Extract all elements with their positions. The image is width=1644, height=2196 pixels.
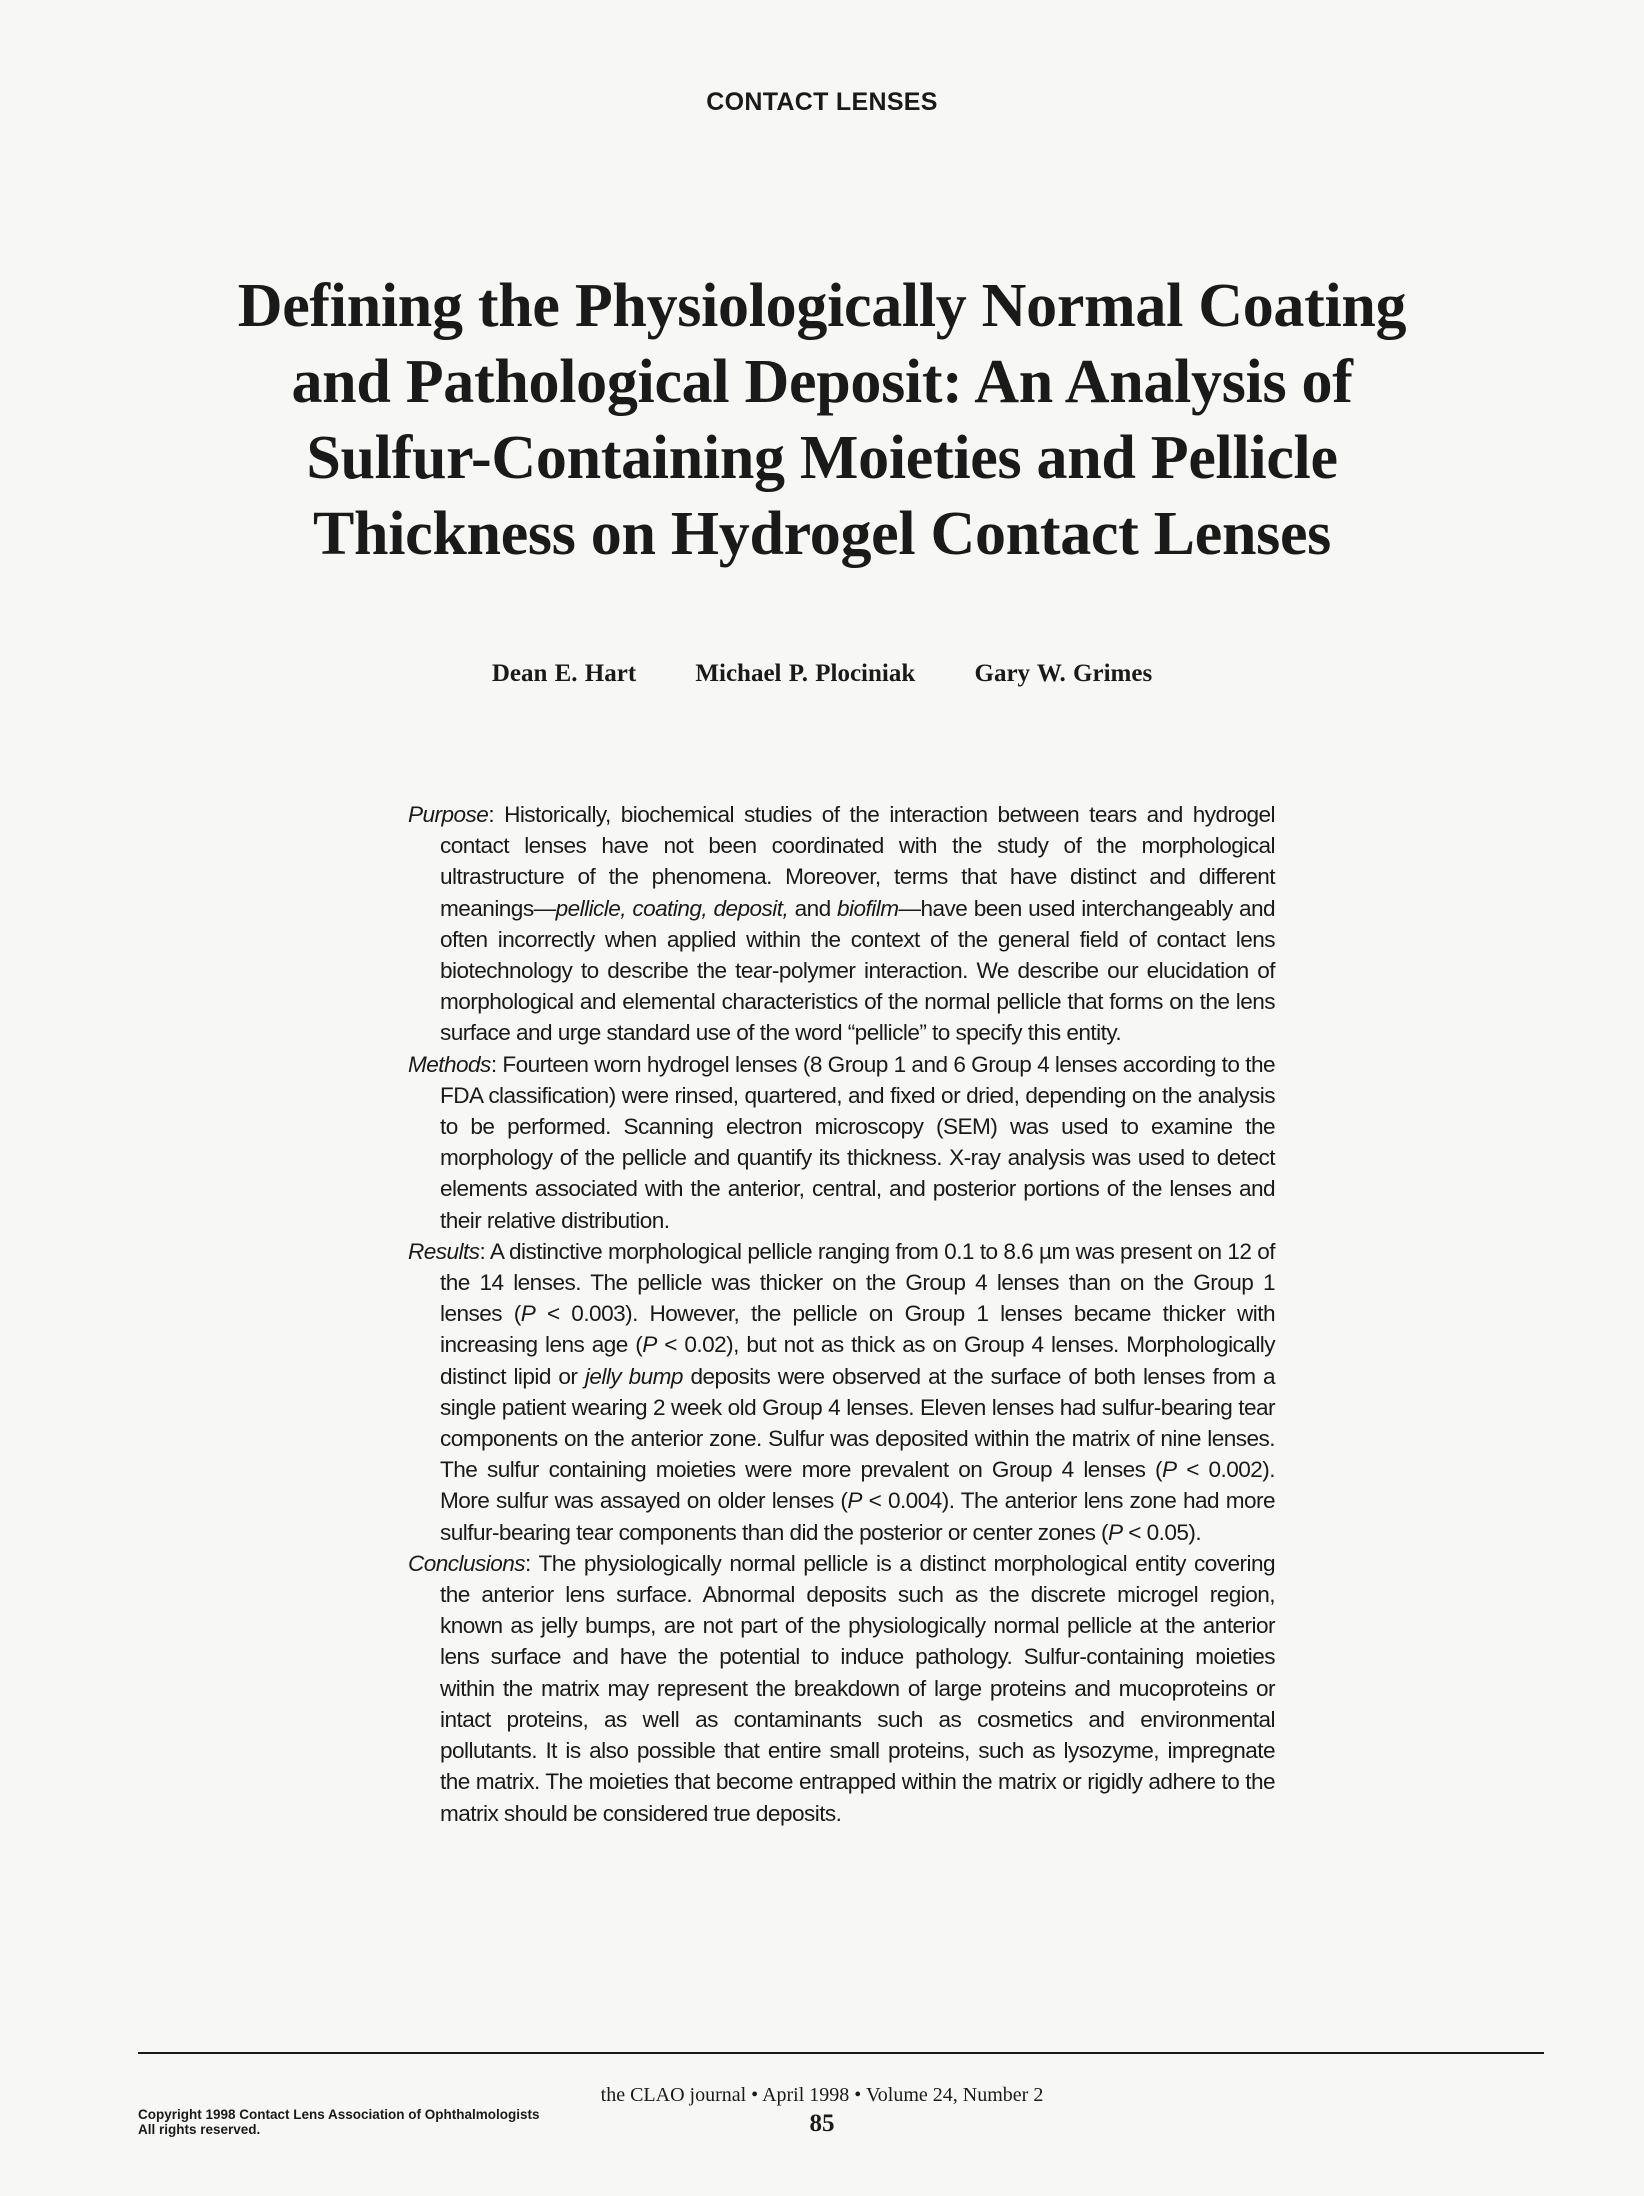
purpose-text: : Historically, biochemical studies of the interaction between tears and hydrogel contact lenses have not been coordinated with the study of the morphological ultrastructure of the phenomena. Moreover, terms that have distinct and different meanings— — [440, 802, 1275, 921]
purpose-term: biofilm — [837, 895, 899, 921]
results-term: jelly bump — [584, 1363, 683, 1389]
author-name: Michael P. Plociniak — [695, 660, 916, 687]
purpose-label: Purpose — [408, 802, 489, 827]
rights-line: All rights reserved. — [138, 2122, 261, 2137]
methods-text: : Fourteen worn hydrogel lenses (8 Group 1 and 6 Group 4 lenses according to the FDA classification) were rinsed, quartered, and fixed or dried, depending on the analysis to be performed. Scanning electron microscopy (SEM) was used to examine the morphology of the pellicle and quantify its thickness. X-ray analysis was used to detect elements associated with the anterior, central, and posterior portions of the lenses and their relative distribution. — [440, 1051, 1275, 1233]
article-title — [100, 268, 1544, 572]
p-value-symbol: P — [520, 1301, 536, 1327]
conclusions-text: : The physiologically normal pellicle is a distinct morphological entity covering the anterior lens surface. Abnormal deposits such as the discrete microgel region, known as jelly bumps, are not part of the physiologically normal pellicle at the anterior lens surface and have the potential to induce pathology. Sulfur-containing moieties within the matrix may represent the breakdown of large proteins and mucoproteins or intact proteins, as well as contaminants such as cosmetics and environmental pollutants. It is also possible that entire small proteins, such as lysozyme, impregnate the matrix. The moieties that become entrapped within the matrix or rigidly adhere to the matrix should be considered true deposits. — [440, 1550, 1275, 1826]
results-label: Results — [408, 1238, 480, 1264]
title-line: Defining the Physiologically Normal Coating — [237, 272, 1407, 340]
purpose-text: and — [788, 895, 838, 921]
methods-label: Methods — [408, 1051, 491, 1077]
p-value-symbol: P — [1161, 1457, 1177, 1483]
title-line: Sulfur-Containing Moieties and Pellicle — [306, 424, 1338, 492]
results-text: < 0.003). However, the pellicle on Group 1 lenses became thicker with increasing lens age ( — [440, 1301, 1275, 1358]
abstract — [408, 799, 1275, 1829]
author-list — [0, 660, 1644, 688]
footer-divider — [138, 2052, 1544, 2054]
results-text: < 0.002). More sulfur was assayed on older lenses ( — [440, 1457, 1275, 1514]
title-line: and Pathological Deposit: An Analysis of — [291, 348, 1353, 416]
page-number: 85 — [809, 2110, 835, 2137]
abstract-conclusions — [408, 1548, 1275, 1829]
copyright-line: Copyright 1998 Contact Lens Association of Ophthalmologists — [138, 2107, 540, 2122]
abstract-methods — [408, 1049, 1275, 1236]
conclusions-label: Conclusions — [408, 1550, 526, 1576]
results-text: < 0.05). — [1122, 1519, 1202, 1545]
results-text: < 0.02), but not as thick as on Group 4 lenses. Morphologically distinct lipid or — [440, 1332, 1275, 1389]
purpose-text: —have been used interchangeably and often incorrectly when applied within the context of the general field of contact lens biotechnology to describe the tear-polymer interaction. We describe our elucidation of morphological and elemental characteristics of the normal pellicle that forms on the lens surface and urge standard use of the word “pellicle” to specify this entity. — [440, 895, 1275, 1046]
author-name: Dean E. Hart — [491, 660, 637, 687]
p-value-symbol: P — [847, 1488, 862, 1514]
results-text: < 0.004). The anterior lens zone had more sulfur-bearing tear components than did the posterior or center zones ( — [440, 1488, 1276, 1545]
p-value-symbol: P — [1108, 1519, 1123, 1545]
abstract-results — [408, 1236, 1275, 1548]
abstract-purpose — [408, 799, 1275, 1049]
copyright-notice — [138, 2107, 540, 2137]
title-line: Thickness on Hydrogel Contact Lenses — [312, 500, 1332, 568]
author-name: Gary W. Grimes — [974, 660, 1153, 687]
results-text: : A distinctive morphological pellicle ranging from 0.1 to 8.6 µm was present on 12 of the 14 lenses. The pellicle was thicker on the Group 4 lenses than on the Group 1 lenses ( — [440, 1238, 1275, 1327]
p-value-symbol: P — [642, 1332, 657, 1358]
section-header: CONTACT LENSES — [706, 88, 938, 116]
purpose-term: pellicle, coating, deposit, — [555, 895, 789, 921]
results-text: deposits were observed at the surface of both lenses from a single patient wearing 2 week old Group 4 lenses. Eleven lenses had sulfur-bearing tear components on the anterior zone. Sulfur was deposited within the matrix of nine lenses. The sulfur containing moieties were more prevalent on Group 4 lenses ( — [440, 1363, 1276, 1483]
journal-citation: the CLAO journal • April 1998 • Volume 24, Number 2 — [600, 2084, 1044, 2106]
